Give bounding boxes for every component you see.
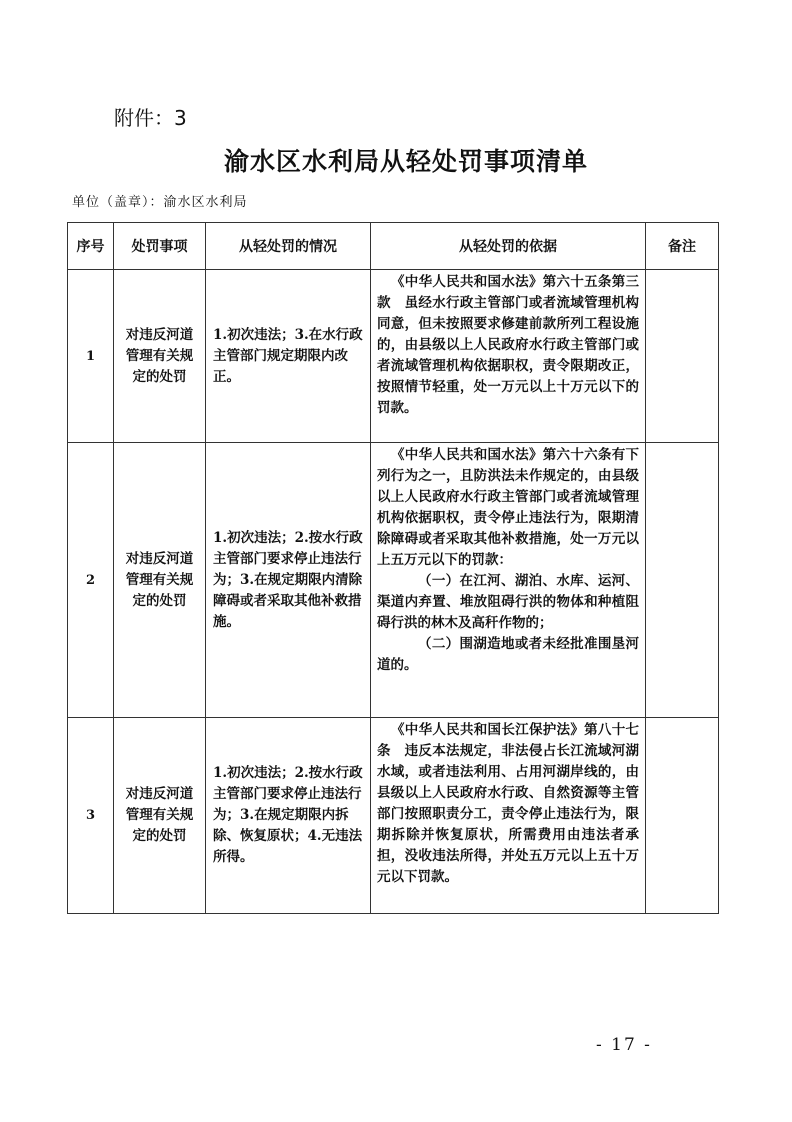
penalty-item: 对违反河道管理有关规定的处罚 — [114, 718, 206, 914]
unit-line: 单位（盖章）：渝水区水利局 — [72, 195, 248, 210]
basis-paragraph: 《中华人民共和国长江保护法》第八十七条 违反本法规定，非法侵占长江流域河湖水域，或者违法利用、占用河湖岸线的，由县级以上人民政府水行政、自然资源等主管部门按照职责分工，责令停止违法行为，限期拆除并恢复原状，所需费用由违法者承担，没收违法所得，并处五万元以上五十万元以下罚款。 — [377, 722, 639, 885]
header-item: 处罚事项 — [114, 223, 206, 270]
row-number: 1 — [68, 270, 114, 443]
penalty-item: 对违反河道管理有关规定的处罚 — [114, 270, 206, 443]
note-cell — [646, 718, 719, 914]
basis-paragraph: （二）围湖造地或者未经批准围垦河道的。 — [377, 636, 639, 673]
header-basis: 从轻处罚的依据 — [371, 223, 646, 270]
header-no: 序号 — [68, 223, 114, 270]
leniency-situation: 1.初次违法；3.在水行政主管部门规定期限内改正。 — [206, 270, 371, 443]
leniency-basis — [371, 443, 646, 718]
document-title: 渝水区水利局从轻处罚事项清单 — [224, 147, 589, 176]
page-number: - 17 - — [596, 1035, 652, 1055]
table-row — [68, 718, 719, 914]
note-cell — [646, 443, 719, 718]
leniency-situation: 1.初次违法；2.按水行政主管部门要求停止违法行为；3.在规定期限内清除障碍或者采取其他补救措施。 — [206, 443, 371, 718]
header-situation: 从轻处罚的情况 — [206, 223, 371, 270]
penalty-table — [67, 222, 719, 914]
table-row — [68, 443, 719, 718]
basis-paragraph: 《中华人民共和国水法》第六十六条有下列行为之一，且防洪法未作规定的，由县级以上人民政府水行政主管部门或者流域管理机构依据职权，责令停止违法行为，限期清除障碍或者采取其他补救措施，处一万元以上五万元以下的罚款： — [377, 447, 639, 568]
note-cell — [646, 270, 719, 443]
row-number: 2 — [68, 443, 114, 718]
leniency-situation: 1.初次违法；2.按水行政主管部门要求停止违法行为；3.在规定期限内拆除、恢复原状；4.无违法所得。 — [206, 718, 371, 914]
basis-paragraph: （一）在江河、湖泊、水库、运河、渠道内弃置、堆放阻碍行洪的物体和种植阻碍行洪的林木及高秆作物的； — [377, 573, 639, 631]
attachment-label: 附件：3 — [114, 106, 187, 130]
penalty-item: 对违反河道管理有关规定的处罚 — [114, 443, 206, 718]
leniency-basis — [371, 270, 646, 443]
basis-paragraph: 《中华人民共和国水法》第六十五条第三款 虽经水行政主管部门或者流域管理机构同意，但未按照要求修建前款所列工程设施的，由县级以上人民政府水行政主管部门或者流域管理机构依据职权，责令限期改正，按照情节轻重，处一万元以上十万元以下的罚款。 — [377, 274, 639, 416]
table-header-row — [68, 223, 719, 270]
header-note: 备注 — [646, 223, 719, 270]
table-row — [68, 270, 719, 443]
leniency-basis — [371, 718, 646, 914]
row-number: 3 — [68, 718, 114, 914]
